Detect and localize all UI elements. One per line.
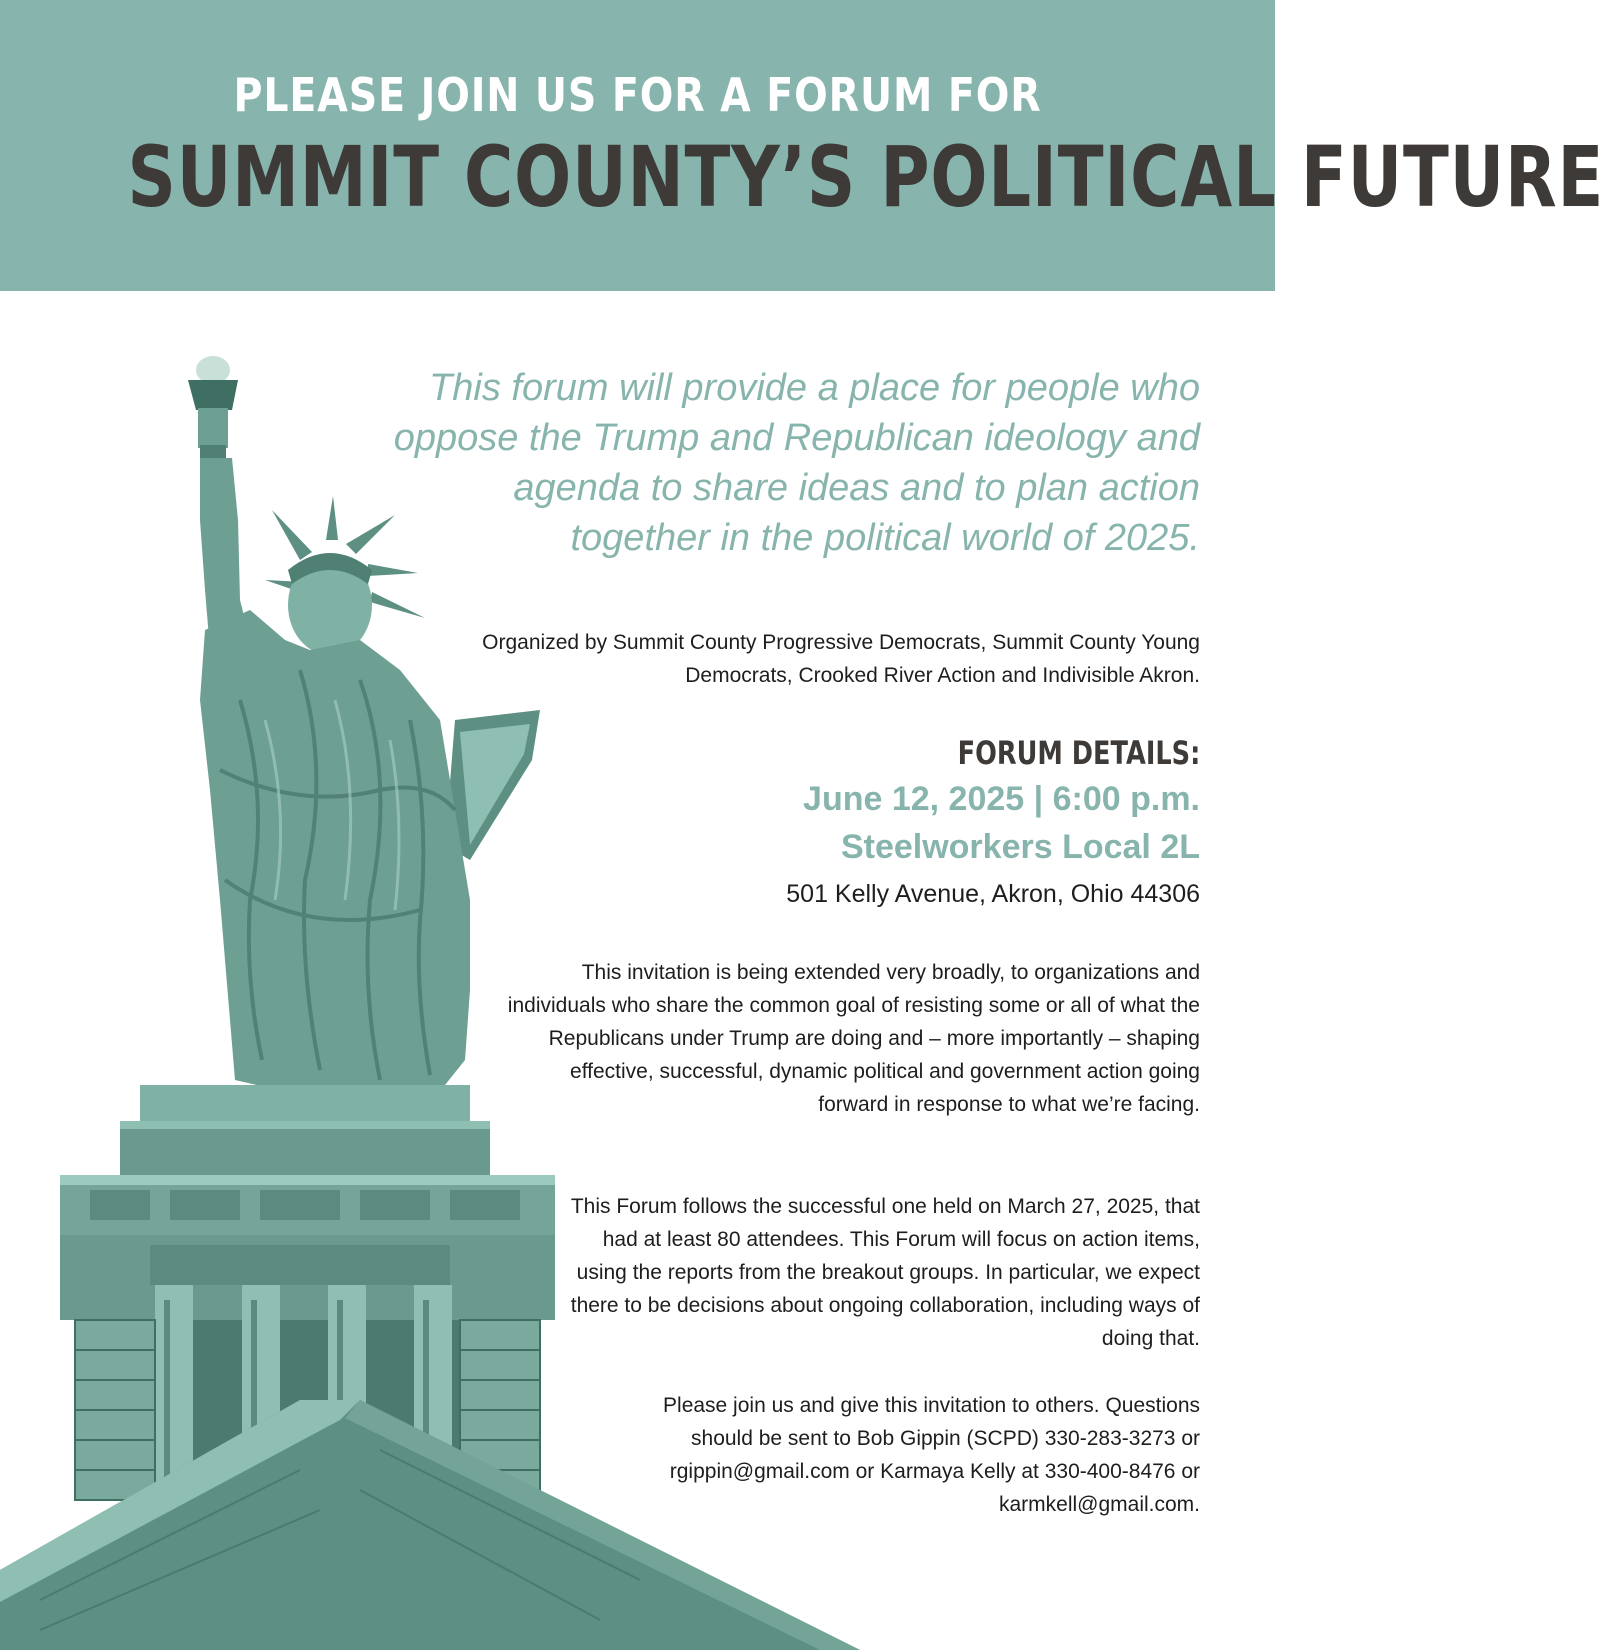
event-address: 501 Kelly Avenue, Akron, Ohio 44306 <box>786 880 1200 908</box>
header-banner <box>0 0 1604 291</box>
organizers-text: Organized by Summit County Progressive Democrats, Summit County Young Democrats, Crooked River Action and Indivisible Akron. <box>482 631 1200 687</box>
torch-shape <box>188 356 238 465</box>
header-subtitle: PLEASE JOIN US FOR A FORUM FOR <box>233 68 1042 122</box>
forum-details-heading: FORUM DETAILS: <box>957 734 1200 772</box>
event-date-time: June 12, 2025 | 6:00 p.m. <box>803 780 1200 818</box>
invitation-paragraph: This invitation is being extended very broadly, to organizations and individuals who share the common goal of resisting some or all of what the Republicans under Trump are doing and – more importantly – shaping effective, successful, dynamic political and government action going forward in response to what we’re facing. <box>507 961 1200 1116</box>
header-title: SUMMIT COUNTY’S POLITICAL FUTURE <box>127 128 1604 226</box>
contact-paragraph: Please join us and give this invitation to others. Questions should be sent to Bob Gippin (SCPD) 330-283-3273 or rgippin@gmail.com or Karmaya Kelly at 330-400-8476 or karmkell@gmail.com. <box>663 1394 1200 1516</box>
followup-paragraph: This Forum follows the successful one held on March 27, 2025, that had at least 80 attendees. This Forum will focus on action items, using the reports from the breakout groups. In particular, we expect there to be decisions about ongoing collaboration, including ways of doing that. <box>570 1195 1200 1350</box>
event-venue: Steelworkers Local 2L <box>840 828 1200 866</box>
intro-statement: This forum will provide a place for people who oppose the Trump and Republican ideology and agenda to share ideas and to plan action together in the political world of 2025. <box>393 367 1200 559</box>
